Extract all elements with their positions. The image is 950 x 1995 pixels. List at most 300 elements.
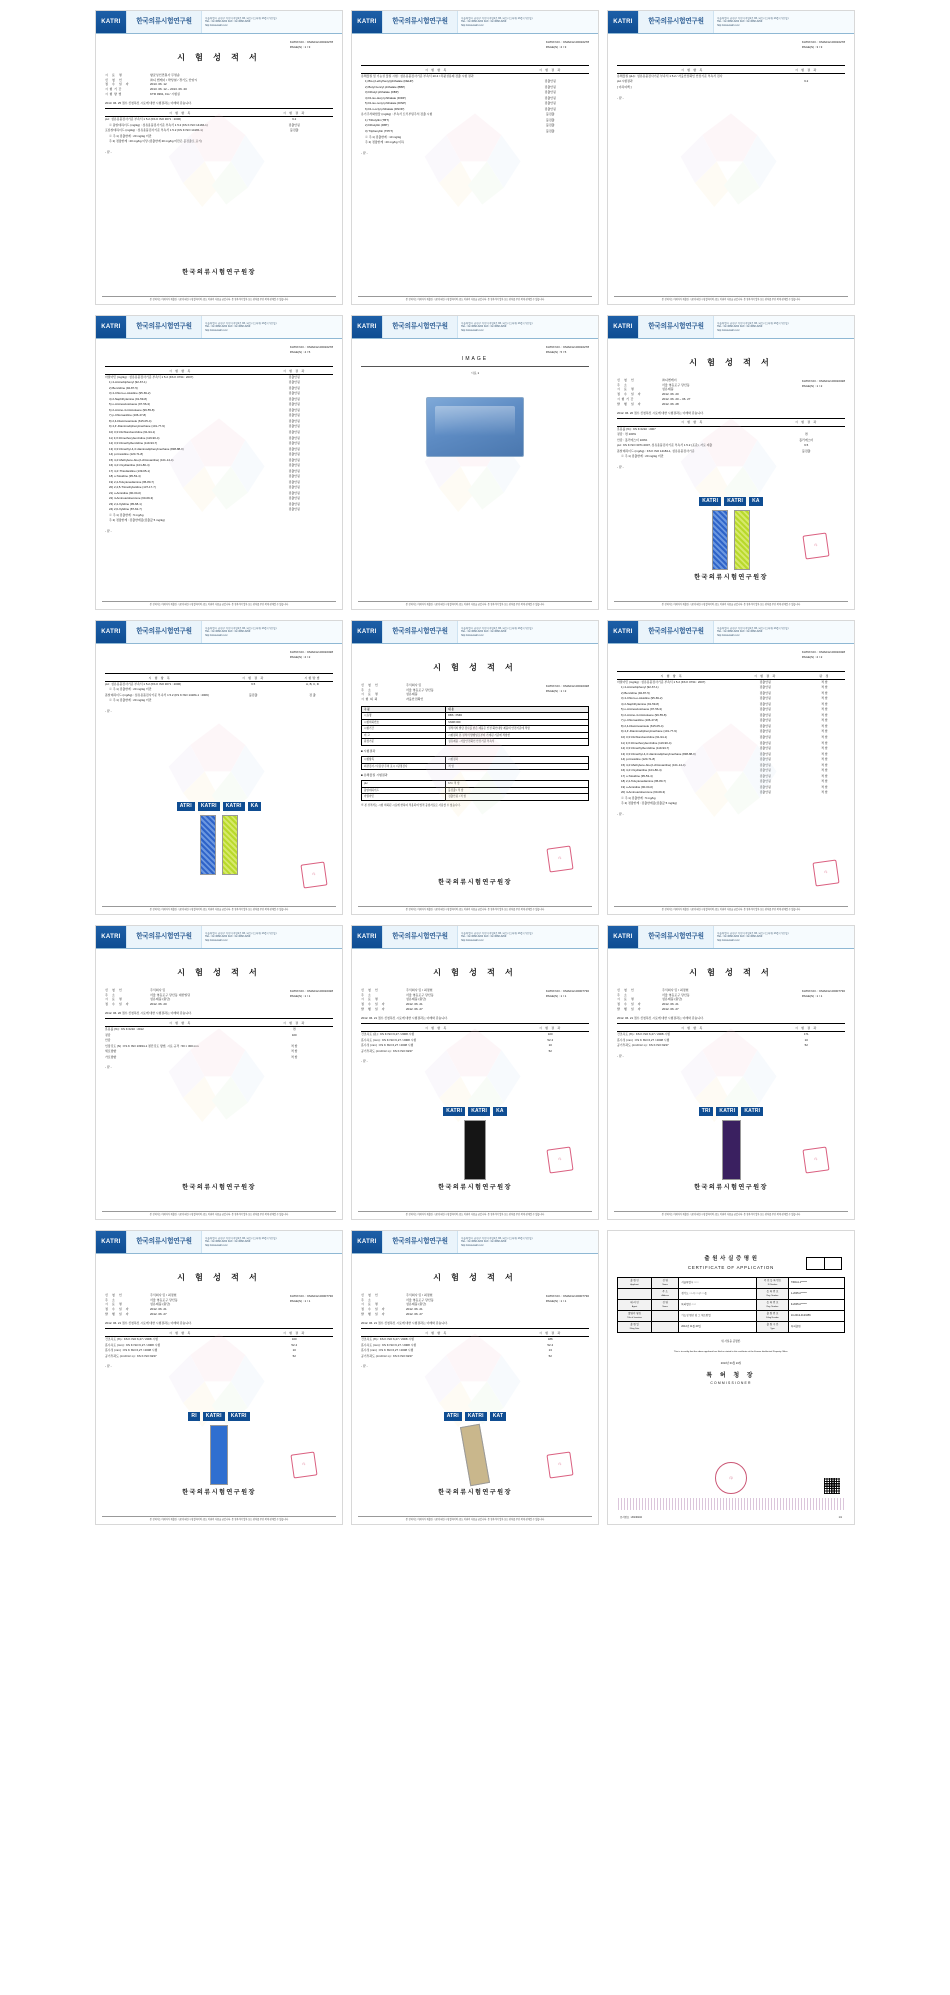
end-mark: - 끝 - xyxy=(617,1053,624,1058)
cell-item: 6) 2-Amino-4-nitrotoluene (99-55-8) xyxy=(621,712,667,717)
cell-item: 8) 2,4-Diaminoanisole (615-05-4) xyxy=(621,723,664,728)
document-body xyxy=(96,339,342,610)
col-item: 시 험 항 목 xyxy=(168,1330,192,1335)
info-value: 2012. 06. 27 xyxy=(150,1311,167,1316)
official-stamp: 印 xyxy=(300,861,327,888)
document-footer: 본 성적서는 의뢰자가 제출한 시료에 대한 시험결과이며, 용도 이외의 사용을 금합니다. 본 성적서의 일부 또는 전부를 무단 복제·전재할 수 없습니다. xyxy=(614,906,848,912)
cell-value: 시험결과 xyxy=(448,758,459,762)
cell-result: 52.4 xyxy=(291,1342,298,1347)
info-label: 주 소 xyxy=(361,687,373,692)
info-label: 시 료 명 xyxy=(361,1302,380,1307)
results-rows xyxy=(105,375,333,524)
info-label: 접 수 일 자 xyxy=(105,1307,131,1312)
cell-result: 검출안됨 xyxy=(759,701,771,706)
cell-item: 아릴아민 (mg/kg) : 섬유용품검사기준 부속서 1 5.2 (KS K 0734 : 2007) xyxy=(617,679,706,684)
document-report-4[interactable] xyxy=(95,315,343,610)
cell-key: 시험기간 xyxy=(362,726,446,732)
cell-item: 겉감 : 면 100% xyxy=(617,432,636,437)
info-label: 신 청 인 xyxy=(617,377,636,382)
document-header xyxy=(608,11,854,34)
info-value: 서울 영등포구 당산동 xyxy=(406,992,434,997)
info-value: 항균성인견원사 무명솜 xyxy=(150,72,180,77)
info-value: 2012. 06. 28 xyxy=(662,401,679,406)
cell-result: 검출안됨 xyxy=(288,391,300,396)
results-rows xyxy=(105,1337,333,1359)
katri-org-name: 한국의류시험연구원 xyxy=(638,316,714,338)
page-value: 1 / 2 xyxy=(816,383,823,388)
receipt-note: 2012. 06. 20 접수 신청하신 시료에 대한 시험결과는 아래와 같습니다. xyxy=(617,410,704,415)
document-report-3[interactable] xyxy=(607,10,855,305)
cell-item: 5) o-Aminoazotoluene (97-56-3) xyxy=(109,402,150,407)
cell-item: 14) p-Cresidine (120-71-8) xyxy=(109,452,144,457)
page-label: PAGE(S) xyxy=(801,654,814,659)
document-body xyxy=(608,949,854,1220)
cell-item: 흡수속도 (mm) : KS K ISO 6,27 / 2008 시험 xyxy=(105,1342,161,1347)
page-title: 시 험 성 적 서 xyxy=(433,663,517,672)
cell-method: 적 합 xyxy=(821,729,828,734)
table-row xyxy=(361,140,589,146)
document-certificate[interactable] xyxy=(607,1230,855,1525)
cell-method: 적 합 xyxy=(821,690,828,695)
katri-org-name: 한국의류시험연구원 xyxy=(126,621,202,643)
cell-item: 15) 4,4'-Methylene-bis-(2-chloroaniline) (101-14-4) xyxy=(109,457,174,462)
katri-no-value: KMA012-00007730 xyxy=(563,1294,589,1298)
cell-item: 유해물질 및 기능성 물질 시험 : 섬유용품검사기준 부속서 13.4 / 차광성용제 검출 시험 결과 xyxy=(361,73,474,78)
document-header xyxy=(352,926,598,949)
katri-org-name: 한국의류시험연구원 xyxy=(638,621,714,643)
katri-no-value: KMA012-00010328 xyxy=(819,379,845,383)
katri-org-name: 한국의류시험연구원 xyxy=(126,1231,202,1253)
cell-result: 검출안됨 xyxy=(759,773,771,778)
cell-item: 공기투과도 (cm³/cm²·s) : KS K ISO 9237 xyxy=(105,1353,157,1358)
document-report-12[interactable] xyxy=(607,925,855,1220)
cell-item: 13) 3,3'-Dimethyl-4,4'-diaminodiphenylmethane (838-88-0) xyxy=(621,751,696,756)
commissioner-seal: 印 xyxy=(715,1462,747,1494)
cell-result: 검출안됨 xyxy=(759,735,771,739)
results-rows xyxy=(617,1032,845,1049)
info-value: 서울 영등포구 당산동 xyxy=(662,382,690,387)
document-meta: KATRI NO. : KMA012-00010328 PAGE(S) : 1 / 2 xyxy=(545,684,589,693)
katri-no-value: KMA012-00010278 xyxy=(819,40,845,44)
cell-item: 18) o-Toluidine (95-53-4) xyxy=(109,474,141,479)
official-stamp: 印 xyxy=(802,532,829,559)
results-table-header xyxy=(105,673,333,682)
katri-no-label: KATRI NO. xyxy=(545,684,561,688)
info-value: 서울 영등포구 당산동 xyxy=(662,992,690,997)
page-value: 1 / 1 xyxy=(560,993,567,998)
cell-item: 건조속도 (%) : KS K ISO 6,27 / 2008 시험 xyxy=(105,1336,158,1341)
cert-key-ko: 출 원 일 xyxy=(630,1323,639,1327)
receipt-note: 2013. 06. 25 접수 신청하신 시료에 대한 시험결과는 아래와 같습니다. xyxy=(105,100,192,105)
info-value: 주식회사 림 xyxy=(406,682,422,687)
katri-no-label: KATRI NO. xyxy=(289,40,305,44)
cert-key xyxy=(618,1277,652,1288)
signature-line: 한국의류시험연구원장 xyxy=(694,1183,768,1191)
cell-item: 20) 2,4,5-Trimethylaniline (137-17-7) xyxy=(109,485,156,490)
document-footer: 본 성적서는 의뢰자가 제출한 시료에 대한 시험결과이며, 용도 이외의 사용을 금합니다. 본 성적서의 일부 또는 전부를 무단 복제·전재할 수 없습니다. xyxy=(102,906,336,912)
katri-address xyxy=(714,11,854,33)
cert-sublabel: 주 소 Address xyxy=(652,1288,679,1299)
address-line-3: http://www.katri.re.kr xyxy=(205,938,228,942)
watermark xyxy=(671,99,791,219)
info-label: 접 수 일 자 xyxy=(361,1307,387,1312)
specimen-swatch-blue xyxy=(210,1425,228,1485)
cell-result xyxy=(726,797,804,801)
cert-value-2: 9-2005-0****** xyxy=(788,1299,844,1310)
cell-result: 불검출 xyxy=(546,112,555,117)
commissioner-title: 특 허 청 장 xyxy=(706,1372,756,1379)
katri-no-value: KMA012-00010278 xyxy=(563,345,589,349)
table-row xyxy=(105,463,333,469)
document-photo-5[interactable] xyxy=(351,315,599,610)
address-line-2: TEL : 02-3668-3200 FAX : 02-3668-3299 xyxy=(461,935,507,939)
katri-logo: KATRI xyxy=(352,11,382,33)
document-report-2[interactable] xyxy=(351,10,599,305)
cell-result: 검출안됨 xyxy=(288,485,300,490)
katri-watermark-bar: RI KATRI KATRI xyxy=(100,1412,338,1421)
katri-address xyxy=(202,621,342,643)
document-body xyxy=(96,1254,342,1525)
document-meta: KATRI NO. : KMA012-00007730 PAGE(S) : 1 / 1 xyxy=(289,1294,333,1303)
katri-address xyxy=(202,11,342,33)
katri-logo: KATRI xyxy=(96,621,126,643)
info-row xyxy=(361,1007,589,1012)
cell-item: 1) 4-Aminobiphenyl (92-67-1) xyxy=(109,380,147,385)
cell-item: 9) 4,4'-Diaminodiphenylmethane (101-77-9) xyxy=(621,729,677,734)
info-value: 섬유제품 (원단) xyxy=(662,997,683,1002)
cell-item: ※ 주 1) 검출한계 : 20 mg/kg 미만 xyxy=(109,687,152,692)
table-row xyxy=(617,427,845,433)
cell-method: 적 합 xyxy=(821,707,828,712)
cell-result: 검출안됨 xyxy=(759,757,771,762)
cell-item: 2) Benzidine (92-87-5) xyxy=(109,385,138,390)
cell-method xyxy=(292,688,333,692)
cell-method xyxy=(292,699,333,703)
document-footer: 본 성적서는 의뢰자가 제출한 시료에 대한 시험결과이며, 용도 이외의 사용을 금합니다. 본 성적서의 일부 또는 전부를 무단 복제·전재할 수 없습니다. xyxy=(614,296,848,302)
info-label: 시험기간 xyxy=(617,396,635,401)
katri-logo: KATRI xyxy=(96,11,126,33)
address-line-1: 서울특별시 금천구 가산디지털1로 83, 파트너스타워 13층 (가산동) xyxy=(717,321,789,325)
results-table-header xyxy=(361,1023,589,1032)
info-row xyxy=(617,402,845,407)
signature-line: 한국의류시험연구원장 xyxy=(438,1488,512,1496)
cell-result: 10 xyxy=(292,1348,296,1353)
cell-item: pH : KS K ISO 3071:2007, 섬유용품검사기준 부속서 1 5.2 (표준), 자료 제출 xyxy=(617,443,713,448)
cell-key: 폼알데하이드 xyxy=(362,788,446,794)
address-line-2: TEL : 02-3668-3200 FAX : 02-3668-3299 xyxy=(717,20,763,24)
page-title: 시 험 성 적 서 xyxy=(689,968,773,977)
col-item: 시 험 항 목 xyxy=(168,368,192,373)
col-result: 시 험 결 과 xyxy=(794,420,818,425)
document-report-10[interactable] xyxy=(95,925,343,1220)
cell-result: 검출안됨 xyxy=(759,712,771,717)
cell-result: 검출안됨 xyxy=(288,407,300,412)
col-result: 시 험 결 과 xyxy=(538,1330,562,1335)
cell-result: 160 xyxy=(291,1336,297,1341)
info-label: 접 수 일 자 xyxy=(617,1002,643,1007)
cell-result: 검출안됨 xyxy=(759,768,771,773)
cell-item: 1) Bis-(2-ethylhexyl)phthalate (DEHP) xyxy=(365,79,414,84)
cell-item: 19) 2,4-Toluylenediamine (95-80-7) xyxy=(109,479,154,484)
col-result: 시 험 결 과 xyxy=(282,1020,306,1025)
signature-line: 한국의류시험연구원장 xyxy=(694,573,768,581)
cert-sublabel: 성 명 Name xyxy=(652,1277,679,1288)
end-mark: - 끝 - xyxy=(105,1065,112,1070)
cell-method: 적 합 xyxy=(821,701,828,706)
cell-item: 16) 4,4'-Oxydianiline (101-80-4) xyxy=(109,463,150,468)
document-report-6[interactable] xyxy=(607,315,855,610)
cell-item: 11) 3,3'-Dimethoxybenzidine (119-90-4) xyxy=(621,740,672,745)
page-label: PAGE(S) xyxy=(545,993,558,998)
cell-result: 검출안됨 xyxy=(288,463,300,468)
katri-no-value: KMA012-00010278 xyxy=(563,40,589,44)
cell-item: 9) 4,4'-Diaminodiphenylmethane (101-77-9) xyxy=(109,424,165,429)
end-mark: - 끝 - xyxy=(617,465,624,470)
table-row xyxy=(617,1043,845,1049)
cell-item: 4) 2-Naphthylamine (91-59-8) xyxy=(621,701,659,706)
official-stamp: 印 xyxy=(802,1146,829,1173)
address-line-2: TEL : 02-3668-3200 FAX : 02-3668-3299 xyxy=(461,325,507,329)
cert-value-1: 2012년 11월 20일 xyxy=(679,1322,757,1333)
results-rows xyxy=(617,427,845,460)
page-label: PAGE(S) xyxy=(801,993,814,998)
cell-result xyxy=(767,75,845,79)
katri-logo: KATRI xyxy=(96,316,126,338)
cell-item: 2) Butyl benzyl phthalate (BBP) xyxy=(365,84,406,89)
document-report-9[interactable] xyxy=(607,620,855,915)
cell-item: 흡수성 (mm) : KS K ISO 6,27 / 2008 시험 xyxy=(105,1348,158,1353)
cell-item: 혼용률 (%) : KS K 0210 : 2012 xyxy=(105,1027,144,1032)
info-value: 섬유제품 (원단) xyxy=(150,1302,171,1307)
table-row xyxy=(361,113,589,119)
info-row xyxy=(361,697,589,702)
page-value: 1 / 3 xyxy=(304,44,311,49)
signature-line: 한국의류시험연구원장 xyxy=(182,1183,256,1191)
katri-logo: KATRI xyxy=(96,1231,126,1253)
address-line-3: http://www.katri.re.kr xyxy=(461,633,484,637)
table-row xyxy=(105,518,333,524)
katri-address xyxy=(202,316,342,338)
cell-item: 흡수성 (mm) : KS K ISO 6,27 / 2008 시험 xyxy=(361,1348,414,1353)
katri-address xyxy=(202,926,342,948)
info-value: 2012. 06. 27 xyxy=(662,1006,679,1011)
cell-item: 10) 3,3'-Dichlorobenzidine (91-94-1) xyxy=(109,430,156,434)
document-report-14[interactable] xyxy=(351,1230,599,1525)
katri-org-name: 한국의류시험연구원 xyxy=(126,316,202,338)
results-table-header xyxy=(617,418,845,427)
katri-logo: KATRI xyxy=(608,11,638,33)
info-value: 2012. 06. 27 xyxy=(406,1311,423,1316)
cell-method: 적 합 xyxy=(821,779,828,784)
table-row xyxy=(361,118,589,124)
info-label: 신 청 인 xyxy=(617,987,636,992)
end-mark: - 끝 - xyxy=(361,1059,368,1064)
col-item: 시 험 항 목 xyxy=(148,675,171,680)
cell-item: 17) 4,4'-Thiodianiline (139-65-1) xyxy=(109,468,151,473)
cell-result: 검출안됨 xyxy=(759,723,771,728)
cell-result: 검출안됨 xyxy=(288,385,300,390)
certificate-row xyxy=(618,1310,845,1321)
address-line-1: 서울특별시 금천구 가산디지털1로 83, 파트너스타워 13층 (가산동) xyxy=(717,16,789,20)
cell-result: 52 xyxy=(804,1043,808,1048)
certificate-row xyxy=(618,1299,845,1310)
specimen-swatch-tan xyxy=(460,1424,490,1487)
cert-sublabel xyxy=(652,1322,679,1333)
katri-address xyxy=(202,1231,342,1253)
certificate-statement-ko: 위 사실을 증명함. xyxy=(721,1340,741,1344)
document-meta: KATRI NO. : KMA012-00010328 PAGE(S) : 2 / 2 xyxy=(801,650,845,659)
cell-result: 검출안됨 xyxy=(288,374,300,379)
cell-item: pH : 섬유용품검사기준 부속서 1 5.2 (KS K ISO 3071 : 2006) xyxy=(105,116,182,121)
info-label: 접 수 일 자 xyxy=(105,82,131,87)
info-value: 주식회사 림 / 최정현 xyxy=(406,987,433,992)
info-label: 발 행 일 자 xyxy=(617,1006,643,1011)
address-line-3: http://www.katri.re.kr xyxy=(205,328,228,332)
certificate-date: 2013년 01월 24일 xyxy=(720,1361,742,1365)
cell-value: DBS : PMID xyxy=(448,714,463,718)
page-value: 2 / 2 xyxy=(816,654,823,659)
section-title-2: ■ 유해물질 시험결과 xyxy=(361,773,388,778)
col-item: 시 험 항 목 xyxy=(680,67,704,72)
table-row xyxy=(617,801,845,807)
info-label: 시 료 명 xyxy=(105,1302,124,1307)
cell-result xyxy=(726,802,804,806)
cell-result: 검출안됨 xyxy=(288,413,300,418)
katri-address xyxy=(458,1231,598,1253)
col-result: 시 험 결 과 xyxy=(794,1025,818,1030)
document-report-8[interactable] xyxy=(351,620,599,915)
address-line-3: http://www.katri.re.kr xyxy=(717,938,740,942)
page-value: 1 / 1 xyxy=(816,993,823,998)
cell-result xyxy=(511,136,589,140)
katri-logo: KATRI xyxy=(352,316,382,338)
certificate-title: 출 원 사 실 증 명 원 xyxy=(704,1256,758,1262)
info-value: 2012. 06. 20 xyxy=(662,392,679,397)
cell-item: 혼용률 (%) : KS K 0210 : 2007 xyxy=(617,426,656,431)
document-header xyxy=(96,11,342,34)
document-header xyxy=(352,316,598,339)
col-result: 시 험 결 과 xyxy=(538,67,562,72)
cell-method: 적 합 xyxy=(821,757,828,762)
cell-item: 1) Tributyltin (TBT) xyxy=(365,117,389,122)
table-row xyxy=(617,455,845,461)
address-line-3: http://www.katri.re.kr xyxy=(461,328,484,332)
cell-method: 적 합 xyxy=(821,751,828,756)
cell-method: A, B, C, D xyxy=(306,681,319,686)
cell-item: 3) Triphenyltin (TPhT) xyxy=(365,129,393,133)
katri-no-label: KATRI NO. xyxy=(801,379,817,383)
cert-value-1: 서울특별시 ○○○ xyxy=(679,1277,757,1288)
cell-key: 외관검사 / 사용상 주의 표시 / 판정검사 xyxy=(362,764,446,770)
cell-result xyxy=(255,514,333,518)
certificate-body xyxy=(608,1231,854,1524)
cell-item: ※ 주 1) 검출한계 : 5 mg/kg xyxy=(109,512,144,517)
document-meta: KATRI NO. : KMA012-00010278 PAGE(S) : 5 / 5 xyxy=(545,345,589,354)
col-result: 시 험 결 과 xyxy=(794,67,818,72)
document-header xyxy=(608,316,854,339)
page-label: PAGE(S) xyxy=(801,44,814,49)
receipt-note: 2012. 06. 21 접수 신청하신 시료에 대한 시험결과는 아래와 같습니다. xyxy=(361,1320,448,1325)
cell-result: 검출안됨 xyxy=(288,490,300,495)
document-meta: KATRI NO. : KMA012-00010278 PAGE(S) : 2 / 3 xyxy=(545,40,589,49)
info-label: 발 행 일 자 xyxy=(361,1311,387,1316)
results-rows xyxy=(617,680,845,807)
cell-item: 24) 2,6-Xylidine (87-62-7) xyxy=(109,507,142,512)
info-value: 섬유제품 (원단) xyxy=(406,997,427,1002)
col-result: 시 험 결 과 xyxy=(282,110,306,115)
signature-line: 한국의류시험연구원장 xyxy=(438,1183,512,1191)
cert-key xyxy=(618,1322,652,1333)
col-result: 시 험 결 과 xyxy=(241,675,265,680)
table-row xyxy=(361,1032,589,1038)
document-meta: KATRI NO. : KMA012-00010278 PAGE(S) : 3 / 3 xyxy=(801,40,845,49)
katri-no-label: KATRI NO. xyxy=(801,989,817,993)
cell-result: 검출안됨 xyxy=(288,396,300,401)
table-row xyxy=(105,128,333,134)
document-footer: 본 성적서는 의뢰자가 제출한 시료에 대한 시험결과이며, 용도 이외의 사용을 금합니다. 본 성적서의 일부 또는 전부를 무단 복제·전재할 수 없습니다. xyxy=(614,601,848,607)
page-value: 3 / 3 xyxy=(816,44,823,49)
document-report-1[interactable] xyxy=(95,10,343,305)
certificate-doc-no: 문서번호 : 20130104 xyxy=(620,1515,642,1519)
cert-key-ko: 발명의 명칭 xyxy=(628,1312,641,1316)
document-report-13[interactable] xyxy=(95,1230,343,1525)
info-value: 섬유제품 (원단) xyxy=(150,997,171,1002)
cell-result: 52 xyxy=(292,1353,296,1358)
document-footer: 본 성적서는 의뢰자가 제출한 시료에 대한 시험결과이며, 용도 이외의 사용을 금합니다. 본 성적서의 일부 또는 전부를 무단 복제·전재할 수 없습니다. xyxy=(358,1516,592,1522)
katri-address xyxy=(714,621,854,643)
document-report-11[interactable] xyxy=(351,925,599,1220)
cert-key-en: Applicant xyxy=(630,1283,639,1286)
katri-address xyxy=(458,621,598,643)
document-report-7[interactable] xyxy=(95,620,343,915)
document-body xyxy=(352,1254,598,1525)
page-title: 시 험 성 적 서 xyxy=(177,968,261,977)
end-mark: - 끝 - xyxy=(361,150,368,155)
cert-value-2: 1-2005-0****** xyxy=(788,1288,844,1299)
katri-address xyxy=(458,926,598,948)
katri-org-name: 한국의류시험연구원 xyxy=(382,11,458,33)
katri-no-label: KATRI NO. xyxy=(289,345,305,349)
form-note: ※ 본 성적서는 시험 의뢰된 시료에 한하여 적용되며 법적 증빙자료로 사용할 수 없습니다. xyxy=(361,803,461,807)
katri-watermark-bar: KATRI KATRI KA xyxy=(356,1107,594,1116)
address-line-2: TEL : 02-3668-3200 FAX : 02-3668-3299 xyxy=(717,935,763,939)
cell-method: 적 합 xyxy=(821,746,828,751)
cell-item: [ 이하여백 ] xyxy=(617,84,632,89)
cell-result xyxy=(255,135,333,139)
address-line-3: http://www.katri.re.kr xyxy=(461,1243,484,1247)
katri-org-name: 한국의류시험연구원 xyxy=(638,926,714,948)
page-label: PAGE(S) xyxy=(289,1298,302,1303)
cell-result: 적 합 xyxy=(291,1049,298,1054)
katri-no-value: KMA012-00010328 xyxy=(563,684,589,688)
qr-code xyxy=(824,1478,840,1494)
cell-key: 시료명 xyxy=(362,713,446,719)
cell-result: 검출안됨 xyxy=(288,474,300,479)
cell-result: 검출안됨 xyxy=(288,122,300,127)
address-line-1: 서울특별시 금천구 가산디지털1로 83, 파트너스타워 13층 (가산동) xyxy=(717,626,789,630)
cell-result: 검출안됨 xyxy=(544,90,556,95)
info-label: 시 료 명 xyxy=(361,997,380,1002)
cell-result: 52 xyxy=(548,1353,552,1358)
document-body xyxy=(608,34,854,305)
info-label: 신 청 인 xyxy=(105,77,124,82)
cell-result: 검출안됨 xyxy=(544,84,556,89)
cell-result: 검출안됨 xyxy=(544,79,556,84)
specimen-caption: 시료 1 xyxy=(470,370,480,375)
info-label: 시 료 명 xyxy=(617,387,636,392)
info-value: 주식회사 림 / 최정현 xyxy=(150,1292,177,1297)
document-footer: 본 성적서는 의뢰자가 제출한 시료에 대한 시험결과이며, 용도 이외의 사용을 금합니다. 본 성적서의 일부 또는 전부를 무단 복제·전재할 수 없습니다. xyxy=(102,1211,336,1217)
